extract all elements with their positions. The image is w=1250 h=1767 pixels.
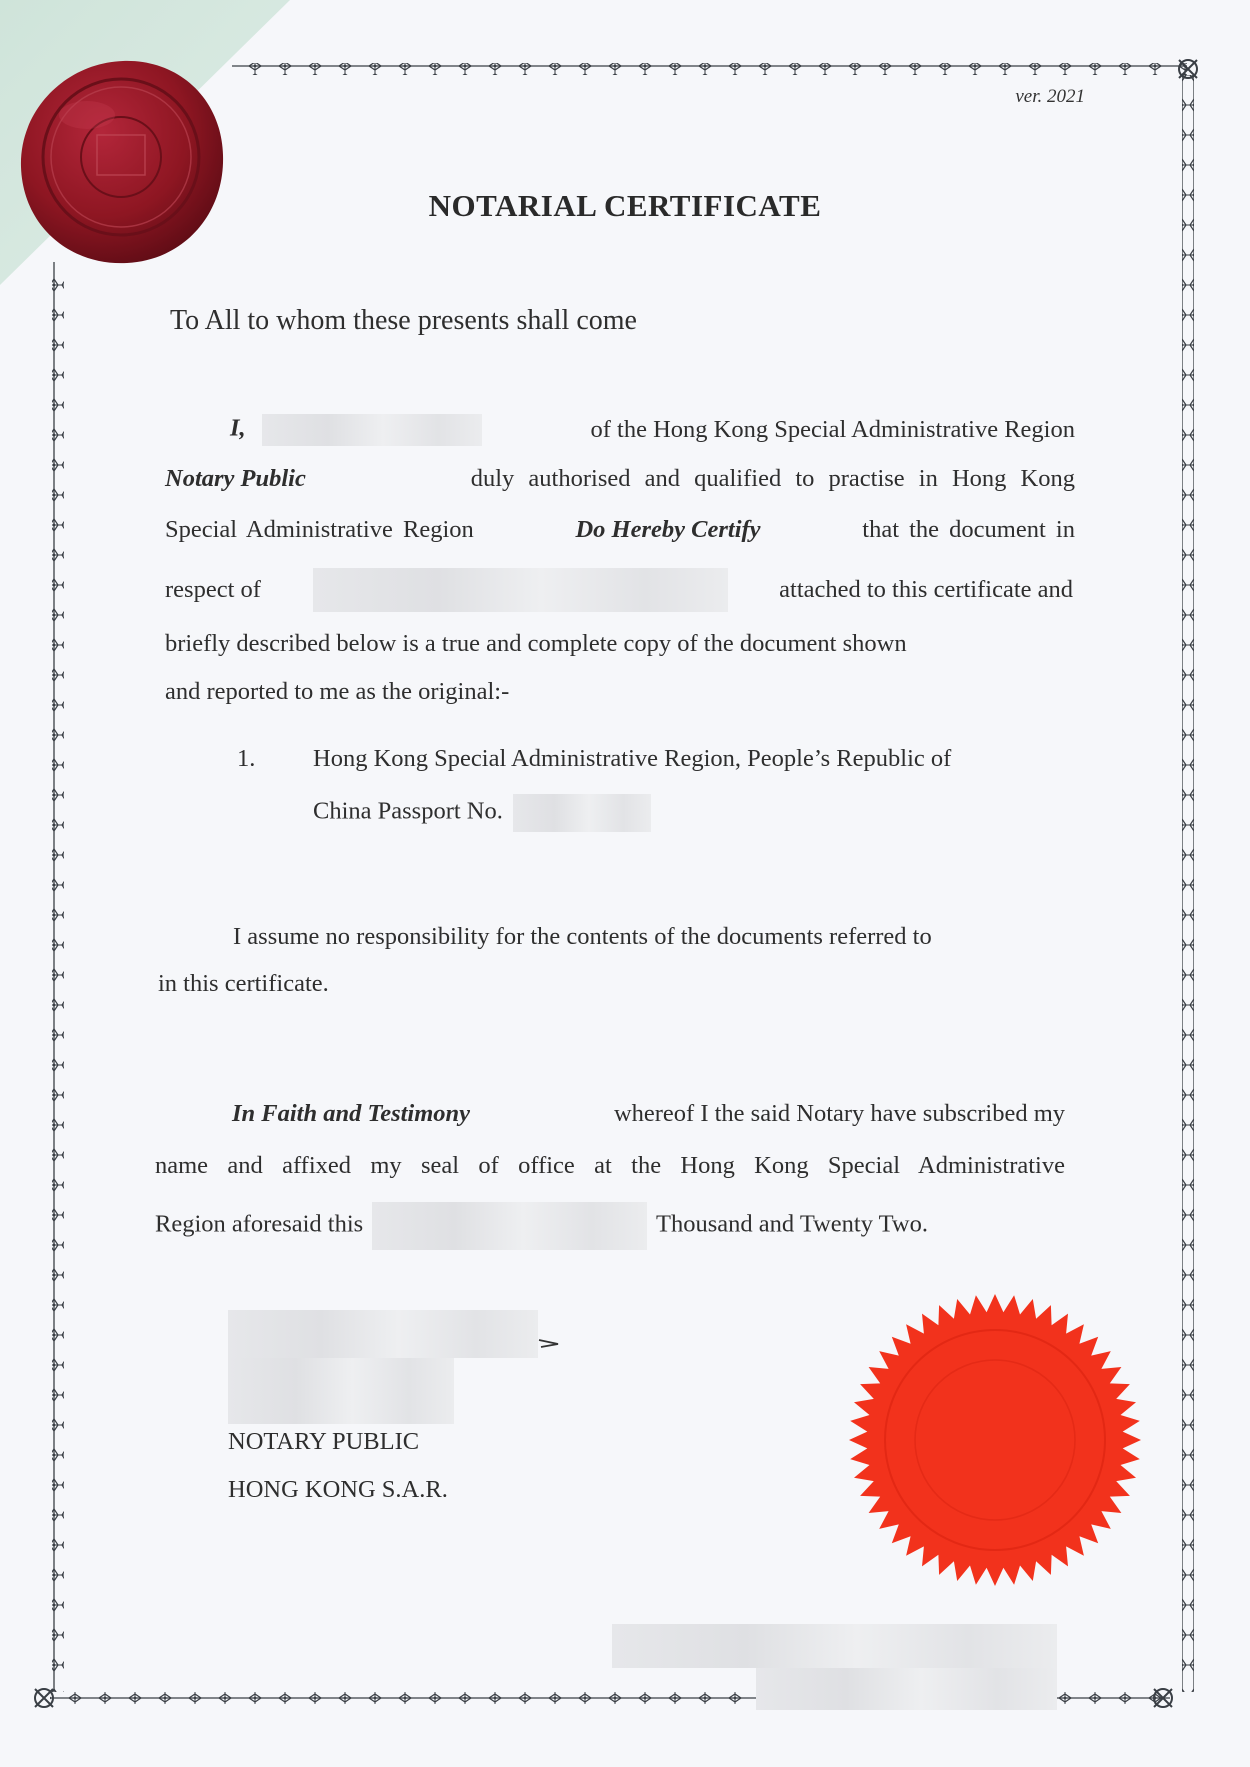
text: attached to this certificate and — [779, 576, 1073, 603]
item-line1: Hong Kong Special Administrative Region, People’s Republic of — [313, 745, 952, 772]
text-i: I, — [230, 414, 246, 442]
redacted-notary-name-print — [228, 1358, 454, 1424]
redacted-date — [372, 1202, 647, 1250]
text: that the document in — [862, 516, 1075, 543]
signature-title: NOTARY PUBLIC — [228, 1428, 420, 1455]
signature-stroke — [538, 1338, 560, 1348]
text: duly authorised and qualified to practise in Hong Kong — [470, 465, 1075, 492]
text-do-hereby-certify: Do Hereby Certify — [575, 516, 761, 543]
redacted-footer-line1 — [612, 1624, 1057, 1668]
redacted-notary-name — [262, 414, 482, 446]
signature-location: HONG KONG S.A.R. — [228, 1476, 448, 1503]
para3-line3 — [155, 1202, 928, 1250]
border-right — [1182, 75, 1194, 1692]
text: Thousand and Twenty Two. — [656, 1210, 928, 1238]
para1-line5: briefly described below is a true and complete copy of the document shown — [165, 630, 907, 657]
para2-line2: in this certificate. — [158, 970, 329, 997]
para1-line3 — [165, 516, 1075, 544]
page-title: NOTARIAL CERTIFICATE — [428, 188, 822, 223]
text-in-faith-and-testimony: In Faith and Testimony — [232, 1100, 471, 1127]
para1-line1 — [230, 414, 1075, 446]
text: Special Administrative Region — [165, 516, 474, 543]
text-notary-public: Notary Public — [165, 465, 306, 492]
para2-line1: I assume no responsibility for the contents of the documents referred to — [233, 923, 932, 950]
redacted-footer-line2 — [756, 1668, 1057, 1710]
redacted-passport-number — [513, 794, 651, 832]
text: Region aforesaid this — [155, 1210, 364, 1238]
red-notary-seal — [845, 1290, 1145, 1590]
greeting: To All to whom these presents shall come — [170, 305, 637, 336]
text: of the Hong Kong Special Administrative Region — [590, 416, 1075, 443]
wax-seal — [15, 55, 230, 270]
para3-line2: name and affixed my seal of office at the Hong Kong Special Administrative — [155, 1152, 1065, 1179]
redacted-signature — [228, 1310, 538, 1358]
version-label: ver. 2021 — [1015, 86, 1085, 107]
para1-line2 — [165, 465, 1075, 493]
redacted-document-holder — [313, 568, 728, 612]
text: China Passport No. — [313, 797, 503, 825]
item-line2 — [313, 794, 651, 832]
text: respect of — [165, 576, 261, 603]
para1-line6: and reported to me as the original:- — [165, 678, 510, 705]
border-top — [232, 63, 1187, 75]
para3-line1 — [232, 1100, 1065, 1128]
item-number: 1. — [237, 745, 256, 772]
text: whereof I the said Notary have subscribed my — [613, 1100, 1065, 1127]
border-left — [52, 262, 64, 1692]
para1-line4 — [165, 568, 1073, 612]
